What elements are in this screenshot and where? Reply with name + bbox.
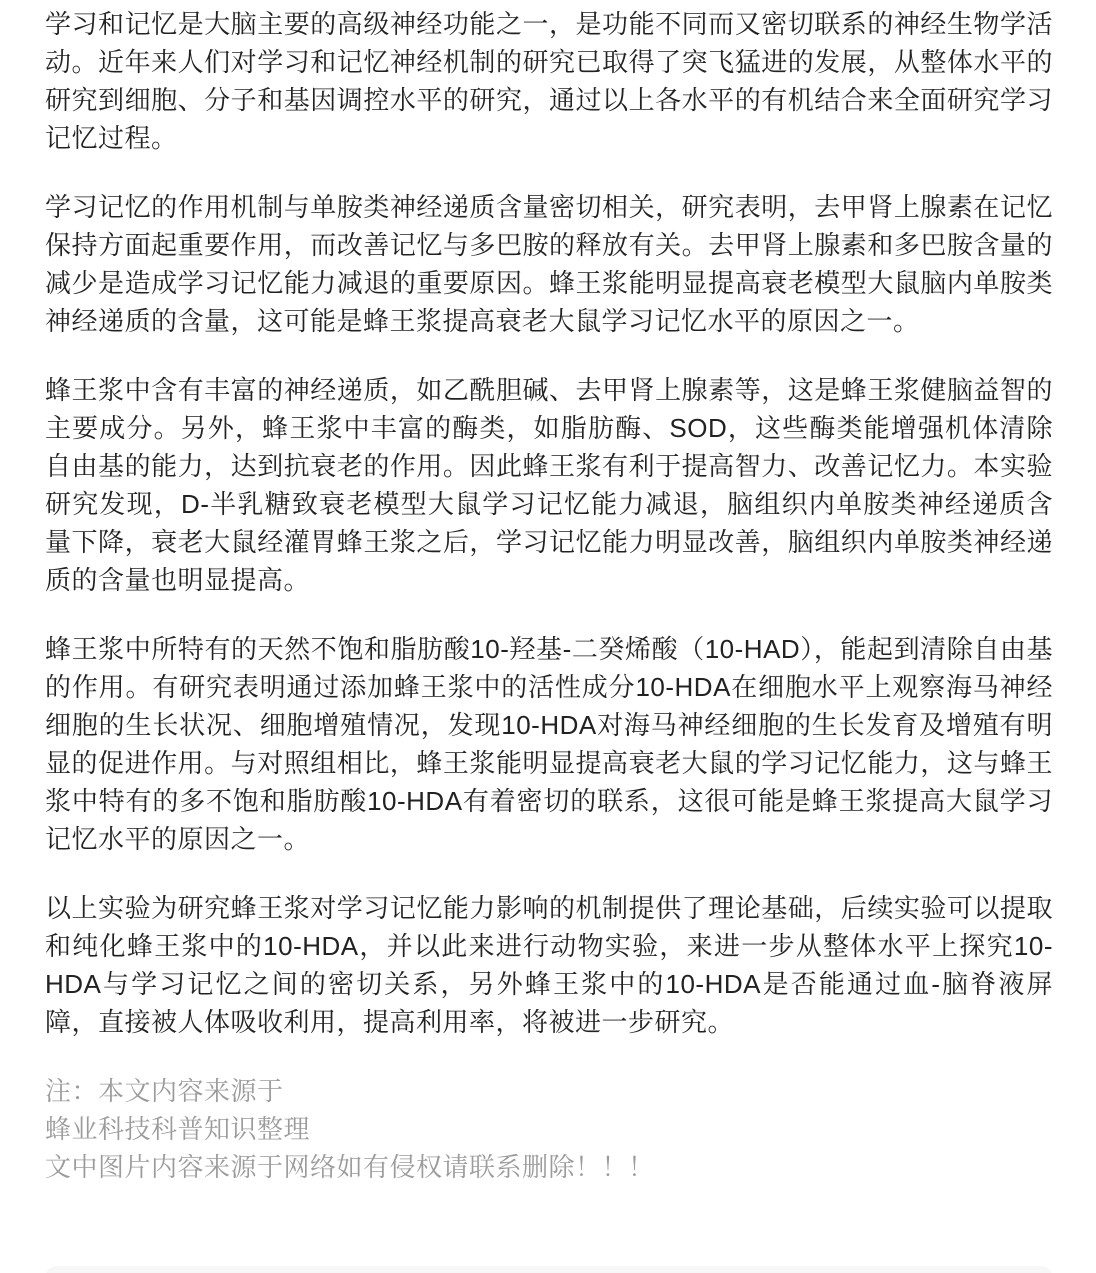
article-paragraph-5: 以上实验为研究蜂王浆对学习记忆能力影响的机制提供了理论基础，后续实验可以提取和纯化蜂王浆中的10-HDA，并以此来进行动物实验，来进一步从整体水平上探究10-HDA与学习记忆之间的密切关系，另外蜂王浆中的10-HDA是否能通过血-脑脊液屏障，直接被人体吸收利用，提高利用率，将被进一步研究。: [45, 893, 1053, 1037]
article-paragraph-1: 学习和记忆是大脑主要的高级神经功能之一，是功能不同而又密切联系的神经生物学活动。近年来人们对学习和记忆神经机制的研究已取得了突飞猛进的发展，从整体水平的研究到细胞、分子和基因调控水平的研究，通过以上各水平的有机结合来全面研究学习记忆过程。: [45, 9, 1053, 153]
article-paragraph-4: 蜂王浆中所特有的天然不饱和脂肪酸10-羟基-二癸烯酸（10-HAD），能起到清除自由基的作用。有研究表明通过添加蜂王浆中的活性成分10-HDA在细胞水平上观察海马神经细胞的生长状况、细胞增殖情况，发现10-HDA对海马神经细胞的生长发育及增殖有明显的促进作用。与对照组相比，蜂王浆能明显提高衰老大鼠的学习记忆能力，这与蜂王浆中特有的多不饱和脂肪酸10-HDA有着密切的联系，这很可能是蜂王浆提高大鼠学习记忆水平的原因之一。: [45, 634, 1053, 854]
next-section-card-edge: [45, 1266, 1053, 1273]
source-note-line-2: 蜂业科技科普知识整理: [45, 1114, 311, 1144]
article-paragraph-3: 蜂王浆中含有丰富的神经递质，如乙酰胆碱、去甲肾上腺素等，这是蜂王浆健脑益智的主要成分。另外，蜂王浆中丰富的酶类，如脂肪酶、SOD，这些酶类能增强机体清除自由基的能力，达到抗衰老的作用。因此蜂王浆有利于提高智力、改善记忆力。本实验研究发现，D-半乳糖致衰老模型大鼠学习记忆能力减退，脑组织内单胺类神经递质含量下降，衰老大鼠经灌胃蜂王浆之后，学习记忆能力明显改善，脑组织内单胺类神经递质的含量也明显提高。: [45, 375, 1053, 595]
article-body: [45, 5, 1053, 1186]
source-note-line-1: 注：本文内容来源于: [45, 1076, 284, 1106]
article-paragraph-2: 学习记忆的作用机制与单胺类神经递质含量密切相关，研究表明，去甲肾上腺素在记忆保持方面起重要作用，而改善记忆与多巴胺的释放有关。去甲肾上腺素和多巴胺含量的减少是造成学习记忆能力减退的重要原因。蜂王浆能明显提高衰老模型大鼠脑内单胺类神经递质的含量，这可能是蜂王浆提高衰老大鼠学习记忆水平的原因之一。: [45, 192, 1053, 336]
source-note-line-3: 文中图片内容来源于网络如有侵权请联系删除！！！: [45, 1152, 655, 1182]
source-note: [45, 1072, 1053, 1186]
